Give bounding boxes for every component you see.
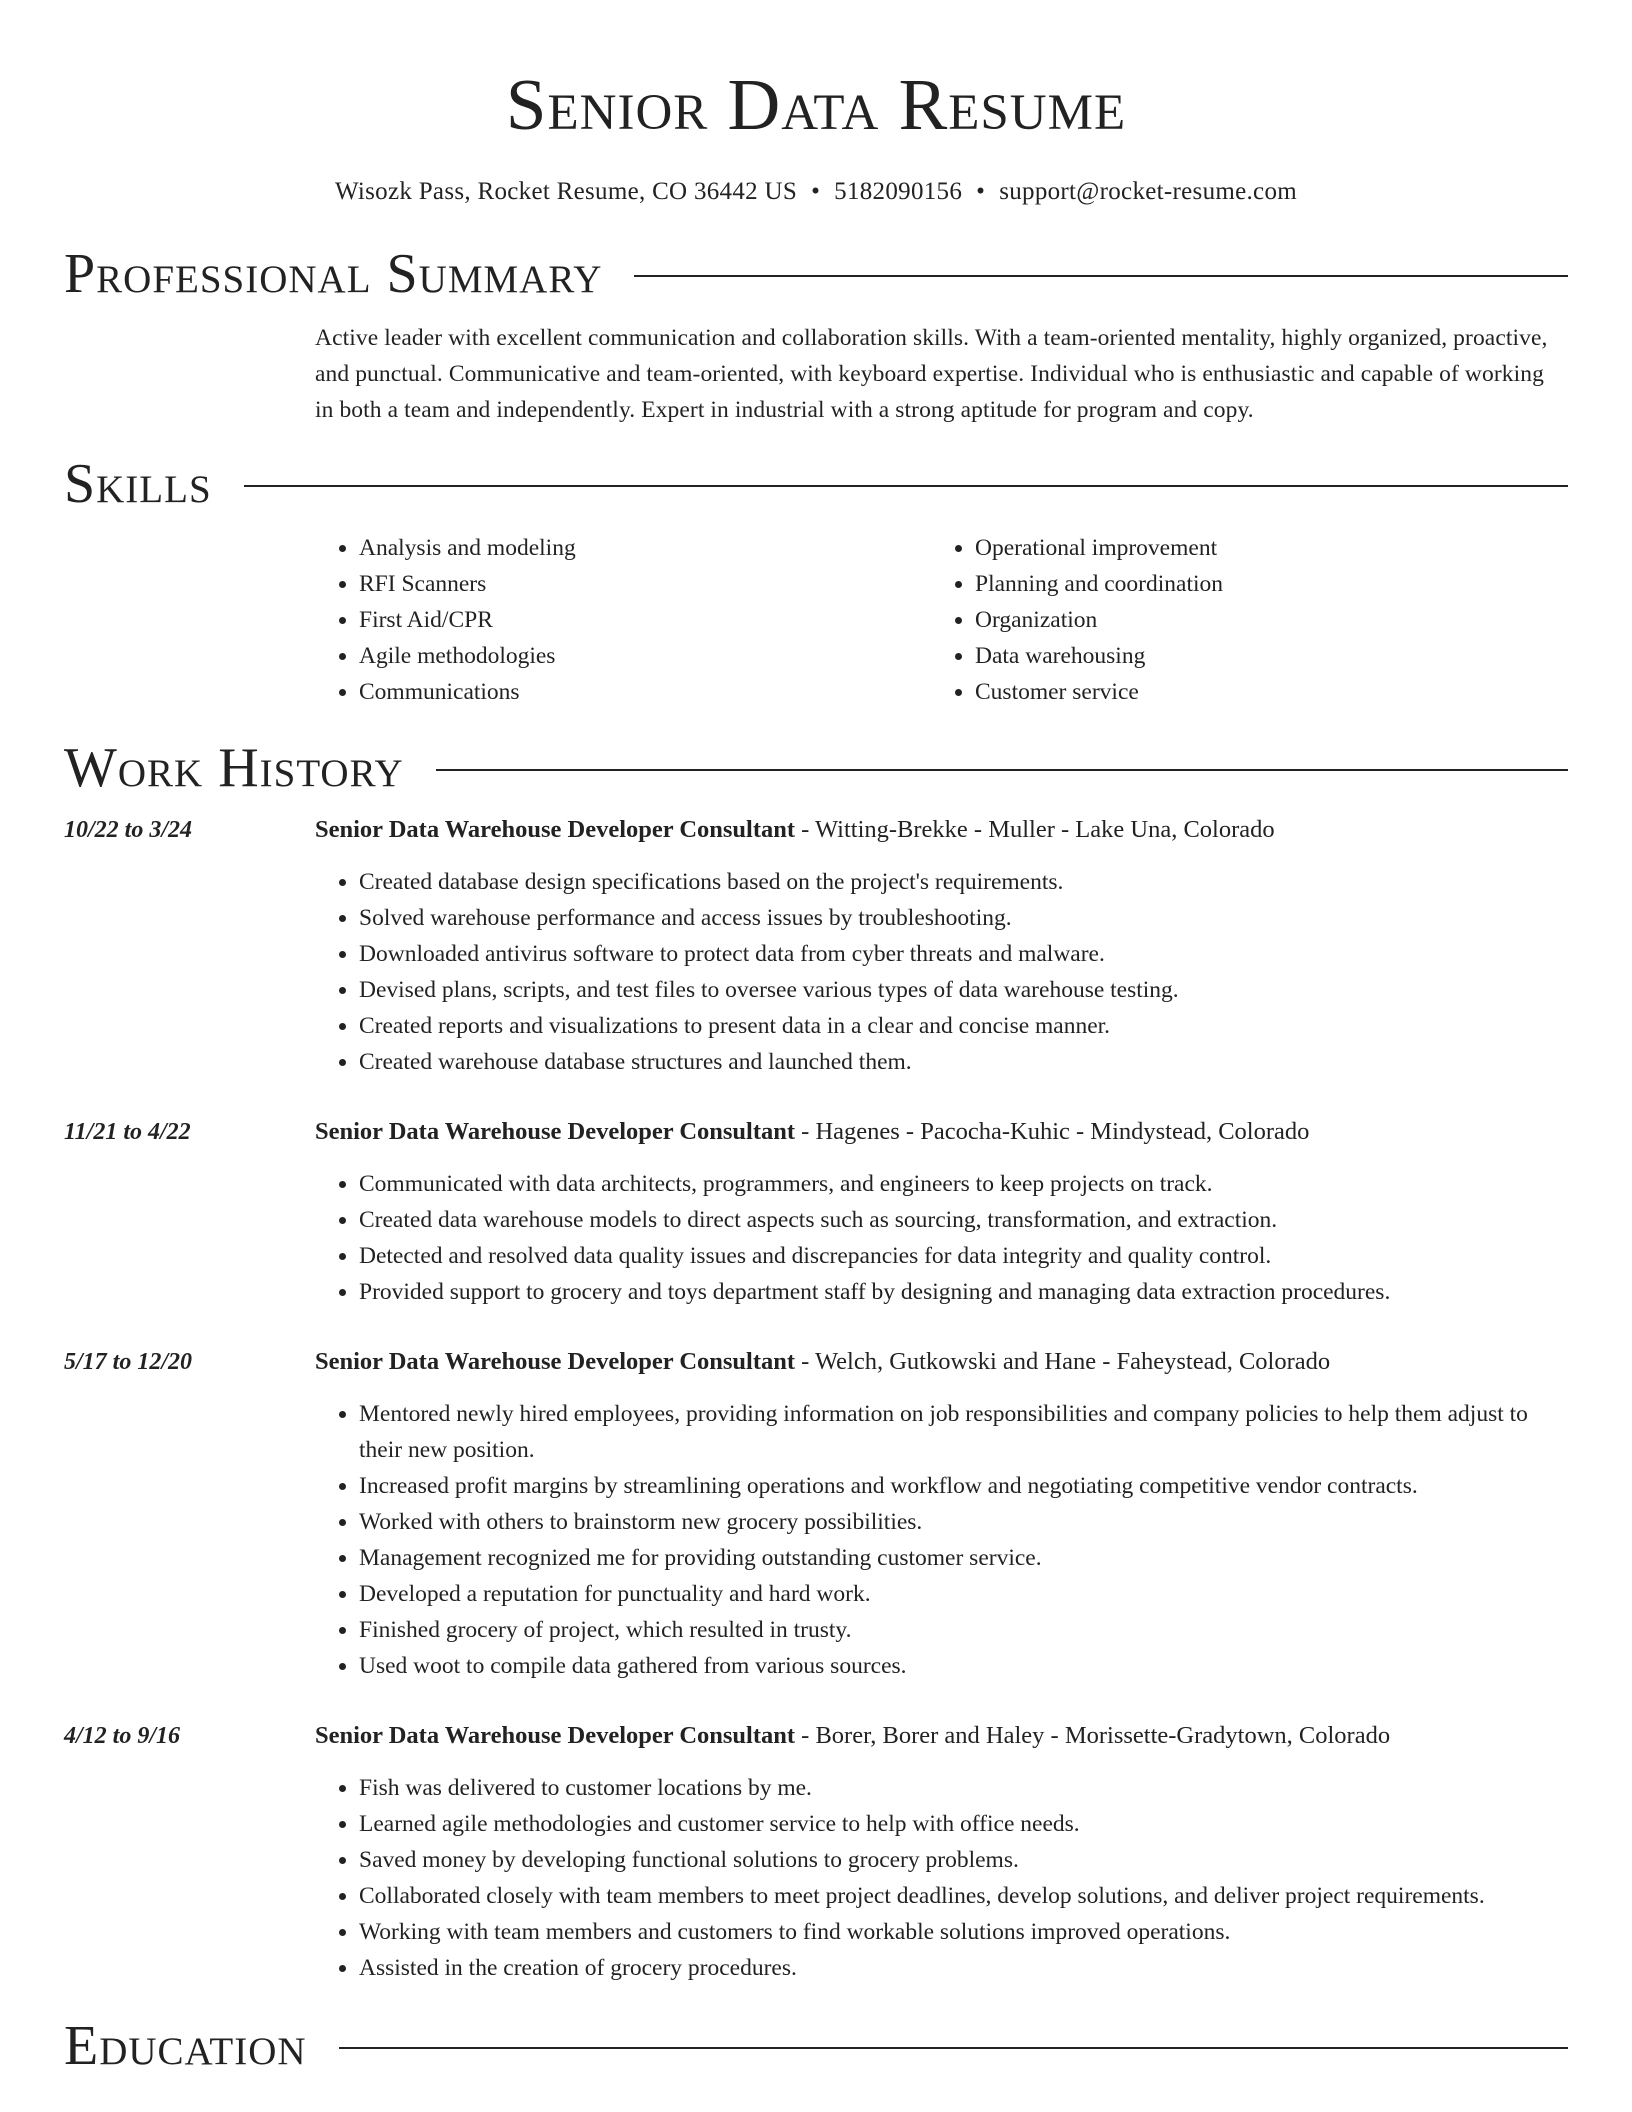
job-bullet: • Assisted in the creation of grocery procedures. (359, 1950, 1568, 1986)
job-employer: - Hagenes - Pacocha-Kuhic - Mindystead, Colorado (795, 1118, 1310, 1145)
resume-name: Senior Data Resume (505, 64, 1127, 145)
job-employer: - Welch, Gutkowski and Hane - Faheystead, Colorado (795, 1348, 1331, 1375)
work-section-header (64, 738, 1568, 798)
job-title: Senior Data Warehouse Developer Consultant (315, 1118, 796, 1145)
skill-item: • Planning and coordination (975, 566, 1547, 602)
skills-section-header (64, 454, 1568, 514)
job-bullets (315, 864, 1568, 1080)
skill-item: • Communications (359, 674, 931, 710)
job-bullet: • Worked with others to brainstorm new grocery possibilities. (359, 1504, 1568, 1540)
job-bullet: • Working with team members and customers to find workable solutions improved operations. (359, 1914, 1568, 1950)
job-bullets (315, 1166, 1568, 1310)
skill-item: • First Aid/CPR (359, 602, 931, 638)
job-bullet: • Detected and resolved data quality issues and discrepancies for data integrity and quality control. (359, 1238, 1568, 1274)
job-bullet: • Downloaded antivirus software to protect data from cyber threats and malware. (359, 936, 1568, 972)
skills-heading: Skills (64, 453, 212, 515)
summary-text: Active leader with excellent communication and collaboration skills. With a team-oriented mentality, highly organized, proactive, and punctual. Communicative and team-oriented, with keyboard expertise. Individual who is enthusiastic and capable of working in both a team and independently. Expert in industrial with a strong aptitude for program and copy. (315, 325, 1548, 423)
education-heading: Education (64, 2015, 307, 2077)
job-title-line (315, 1114, 1568, 1150)
job-employer: - Borer, Borer and Haley - Morissette-Gradytown, Colorado (795, 1722, 1391, 1749)
job-bullet: • Learned agile methodologies and customer service to help with office needs. (359, 1806, 1568, 1842)
section-divider (244, 485, 1568, 487)
job-bullet: • Fish was delivered to customer locations by me. (359, 1770, 1568, 1806)
skill-item: • RFI Scanners (359, 566, 931, 602)
skill-item: • Analysis and modeling (359, 530, 931, 566)
job-bullet: • Created warehouse database structures and launched them. (359, 1044, 1568, 1080)
job-bullet: • Solved warehouse performance and access issues by troubleshooting. (359, 900, 1568, 936)
job-bullet: • Management recognized me for providing outstanding customer service. (359, 1540, 1568, 1576)
contact-phone: 5182090156 (834, 178, 963, 205)
job-content (315, 812, 1568, 1080)
job-entry (64, 1114, 1568, 1310)
job-bullet: • Created database design specifications based on the project's requirements. (359, 864, 1568, 900)
job-bullet: • Finished grocery of project, which resulted in trusty. (359, 1612, 1568, 1648)
job-bullets (315, 1770, 1568, 1986)
skill-item: • Agile methodologies (359, 638, 931, 674)
contact-address: Wisozk Pass, Rocket Resume, CO 36442 US (335, 178, 798, 205)
contact-line (64, 176, 1568, 208)
job-content (315, 1344, 1568, 1684)
job-title-line (315, 1718, 1568, 1754)
job-entry (64, 812, 1568, 1080)
job-employer: - Witting-Brekke - Muller - Lake Una, Colorado (795, 816, 1275, 843)
job-dates: 4/12 to 9/16 (64, 1723, 181, 1749)
job-bullets (315, 1396, 1568, 1684)
job-bullet: • Mentored newly hired employees, providing information on job responsibilities and company policies to help them adjust to their new position. (359, 1396, 1568, 1468)
skill-item: • Customer service (975, 674, 1547, 710)
job-title-line (315, 812, 1568, 848)
job-bullet: • Collaborated closely with team members to meet project deadlines, develop solutions, and deliver project requirements. (359, 1878, 1568, 1914)
job-title: Senior Data Warehouse Developer Consultant (315, 1348, 796, 1375)
section-divider (436, 769, 1568, 771)
section-divider (634, 275, 1568, 277)
job-bullet: • Created data warehouse models to direct aspects such as sourcing, transformation, and extraction. (359, 1202, 1568, 1238)
job-bullet: • Increased profit margins by streamlining operations and workflow and negotiating competitive vendor contracts. (359, 1468, 1568, 1504)
job-entry (64, 1718, 1568, 1986)
job-content (315, 1114, 1568, 1310)
job-title: Senior Data Warehouse Developer Consultant (315, 816, 796, 843)
job-bullet: • Provided support to grocery and toys department staff by designing and managing data extraction procedures. (359, 1274, 1568, 1310)
summary-section-header (64, 244, 1568, 304)
job-title: Senior Data Warehouse Developer Consultant (315, 1722, 796, 1749)
job-bullet: • Used woot to compile data gathered from various sources. (359, 1648, 1568, 1684)
summary-heading: Professional Summary (64, 243, 603, 305)
contact-separator: • (811, 178, 821, 205)
job-bullet: • Developed a reputation for punctuality and hard work. (359, 1576, 1568, 1612)
job-entry (64, 1344, 1568, 1684)
job-content (315, 1718, 1568, 1986)
section-divider (339, 2047, 1568, 2049)
skill-item: • Operational improvement (975, 530, 1547, 566)
skills-list (315, 530, 1568, 710)
contact-separator: • (976, 178, 986, 205)
skills-column-right (931, 530, 1547, 710)
job-bullet: • Devised plans, scripts, and test files to oversee various types of data warehouse testing. (359, 972, 1568, 1008)
job-dates: 10/22 to 3/24 (64, 817, 193, 843)
job-bullet: • Saved money by developing functional solutions to grocery problems. (359, 1842, 1568, 1878)
contact-email: support@rocket-resume.com (999, 178, 1297, 205)
skills-column-left (315, 530, 931, 710)
job-bullet: • Communicated with data architects, programmers, and engineers to keep projects on track. (359, 1166, 1568, 1202)
job-dates: 11/21 to 4/22 (64, 1119, 191, 1145)
education-section-header (64, 2016, 1568, 2076)
job-dates: 5/17 to 12/20 (64, 1349, 193, 1375)
job-bullet: • Created reports and visualizations to present data in a clear and concise manner. (359, 1008, 1568, 1044)
work-heading: Work History (64, 737, 404, 799)
skill-item: • Organization (975, 602, 1547, 638)
job-title-line (315, 1344, 1568, 1380)
skill-item: • Data warehousing (975, 638, 1547, 674)
